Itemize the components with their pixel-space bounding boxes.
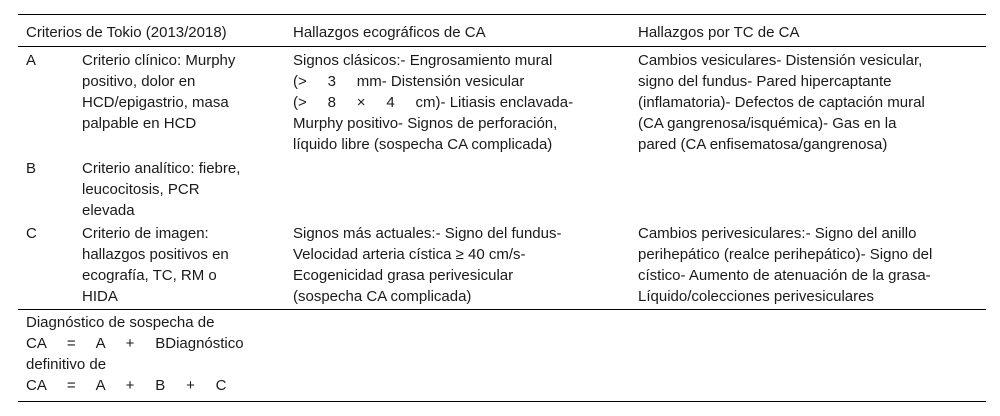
- row-a-letter: A: [26, 52, 37, 69]
- table-top-rule: [18, 14, 986, 15]
- row-a-echo-line: Murphy positivo- Signos de perforación,: [293, 115, 558, 132]
- row-a-ct-line: (inflamatoria)- Defectos de captación mural: [638, 94, 925, 111]
- row-a-criterion-line: HCD/epigastrio, masa: [82, 94, 229, 111]
- row-a-echo-line: (> 8 × 4 cm)- Litiasis enclavada-: [293, 94, 574, 111]
- row-a-criterion-line: positivo, dolor en: [82, 73, 196, 90]
- row-a-criterion-line: palpable en HCD: [82, 115, 197, 132]
- row-c-criterion-line: HIDA: [82, 288, 118, 305]
- row-a-ct-line: pared (CA enfisematosa/gangrenosa): [638, 136, 888, 153]
- row-b-criterion-line: leucocitosis, PCR: [82, 181, 200, 198]
- row-a-ct-line: signo del fundus- Pared hipercaptante: [638, 73, 892, 90]
- row-c-ct-line: Líquido/colecciones perivesiculares: [638, 288, 874, 305]
- row-a-echo-line: (> 3 mm- Distensión vesicular: [293, 73, 525, 90]
- row-c-criterion-line: ecografía, TC, RM o: [82, 267, 217, 284]
- footer-line: CA = A + BDiagnóstico: [26, 335, 244, 352]
- row-a-criterion-line: Criterio clínico: Murphy: [82, 52, 236, 69]
- row-b-criterion-line: Criterio analítico: fiebre,: [82, 160, 241, 177]
- row-a-ct-line: Cambios vesiculares- Distensión vesicular,: [638, 52, 923, 69]
- header-echo: Hallazgos ecográficos de CA: [293, 24, 486, 41]
- row-c-letter: C: [26, 225, 37, 242]
- footer-line: definitivo de: [26, 356, 107, 373]
- row-b-letter: B: [26, 160, 37, 177]
- header-bottom-rule: [18, 46, 986, 47]
- row-c-echo-line: Signos más actuales:- Signo del fundus-: [293, 225, 562, 242]
- header-ct: Hallazgos por TC de CA: [638, 24, 800, 41]
- row-c-criterion-line: Criterio de imagen:: [82, 225, 209, 242]
- row-a-echo-line: líquido libre (sospecha CA complicada): [293, 136, 553, 153]
- row-c-echo-line: (sospecha CA complicada): [293, 288, 472, 305]
- row-c-ct-line: cístico- Aumento de atenuación de la grasa-: [638, 267, 931, 284]
- row-c-echo-line: Ecogenicidad grasa perivesicular: [293, 267, 514, 284]
- row-c-ct-line: perihepático (realce perihepático)- Signo del: [638, 246, 933, 263]
- row-a-ct-line: (CA gangrenosa/isquémica)- Gas en la: [638, 115, 897, 132]
- row-b-criterion-line: elevada: [82, 202, 135, 219]
- footer-line: Diagnóstico de sospecha de: [26, 314, 215, 331]
- table-bottom-rule: [18, 401, 986, 402]
- row-c-criterion-line: hallazgos positivos en: [82, 246, 229, 263]
- header-criteria: Criterios de Tokio (2013/2018): [26, 24, 227, 41]
- body-bottom-rule: [18, 309, 986, 310]
- row-c-echo-line: Velocidad arteria cística ≥ 40 cm/s-: [293, 246, 526, 263]
- row-c-ct-line: Cambios perivesiculares:- Signo del anillo: [638, 225, 917, 242]
- footer-line: CA = A + B + C: [26, 377, 227, 394]
- row-a-echo-line: Signos clásicos:- Engrosamiento mural: [293, 52, 553, 69]
